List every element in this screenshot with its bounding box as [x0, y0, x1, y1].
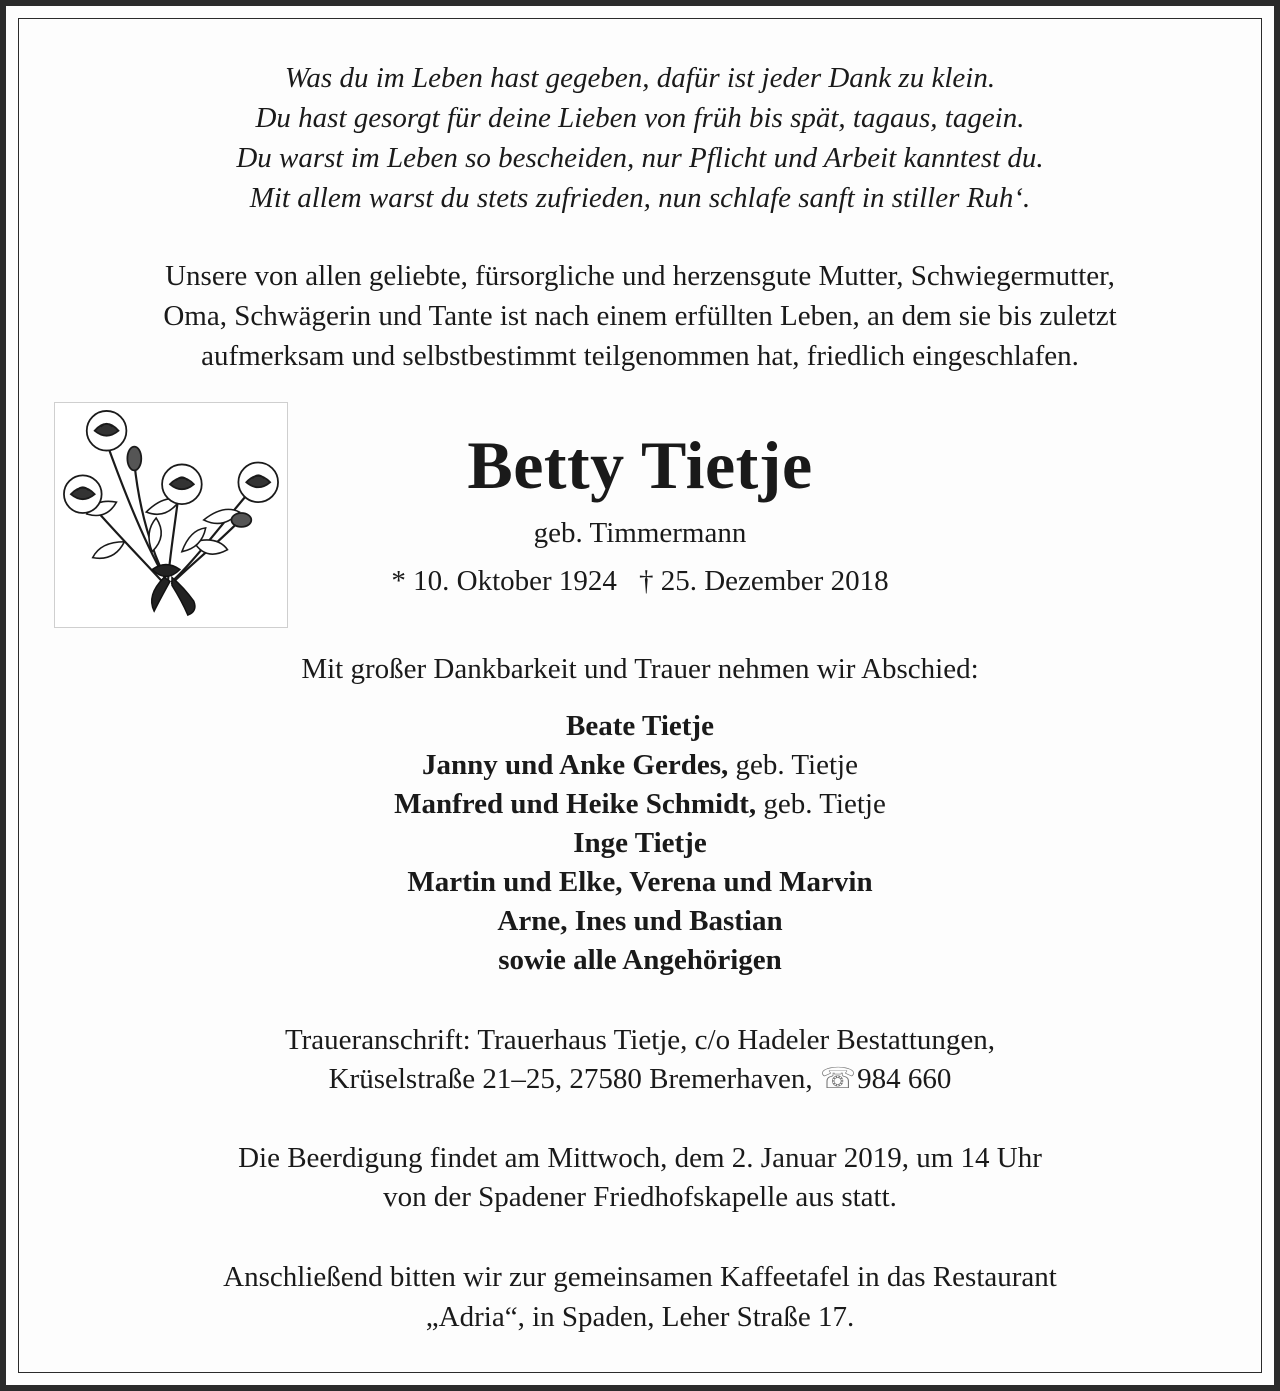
birth-date: * 10. Oktober 1924 [391, 565, 617, 597]
deceased-name: Betty Tietje [467, 427, 813, 503]
mourner-entry: Janny und Anke Gerdes, geb. Tietje [422, 749, 858, 781]
life-dates [0, 562, 1280, 600]
poem-line: Was du im Leben hast gegeben, dafür ist jeder Dank zu klein. [284, 62, 996, 94]
funeral-line: von der Spadener Friedhofskapelle aus statt. [383, 1181, 897, 1213]
mourner-entry: Manfred und Heike Schmidt, geb. Tietje [394, 788, 886, 820]
reception-line: Anschließend bitten wir zur gemeinsamen Kaffeetafel in das Restaurant [223, 1261, 1057, 1293]
mourner-entry: Inge Tietje [573, 827, 707, 859]
mourner-entry: Beate Tietje [566, 710, 714, 742]
address-line: Traueranschrift: Trauerhaus Tietje, c/o Hadeler Bestattungen, [284, 1024, 996, 1056]
funeral-notice [0, 1139, 1280, 1217]
poem-line: Du warst im Leben so bescheiden, nur Pflicht und Arbeit kanntest du. [236, 142, 1044, 174]
intro-paragraph [0, 256, 1280, 376]
reception-notice [0, 1257, 1280, 1337]
poem-line: Du hast gesorgt für deine Lieben von früh bis spät, tagaus, tagein. [255, 102, 1025, 134]
mourning-address [0, 1021, 1280, 1099]
intro-line: aufmerksam und selbstbestimmt teilgenommen hat, friedlich eingeschlafen. [201, 340, 1079, 372]
mourner-entry: Arne, Ines und Bastian [497, 905, 783, 937]
memorial-poem [0, 58, 1280, 218]
mourner-entry: sowie alle Angehörigen [498, 944, 782, 976]
intro-line: Unsere von allen geliebte, fürsorgliche und herzensgute Mutter, Schwiegermutter, [165, 260, 1115, 292]
birth-name: geb. Timmermann [533, 517, 747, 549]
farewell-line: Mit großer Dankbarkeit und Trauer nehmen wir Abschied: [301, 653, 979, 685]
intro-line: Oma, Schwägerin und Tante ist nach einem erfüllten Leben, an dem sie bis zuletzt [163, 300, 1117, 332]
phone-number: 984 660 [857, 1063, 952, 1095]
telephone-icon: ☏ [819, 1063, 857, 1095]
mourner-entry: Martin und Elke, Verena und Marvin [407, 866, 873, 898]
poem-line: Mit allem warst du stets zufrieden, nun schlafe sanft in stiller Ruh‘. [249, 182, 1031, 214]
address-line: Krüselstraße 21–25, 27580 Bremerhaven, ☏ 984 660 [0, 1060, 1280, 1099]
reception-line: „Adria“, in Spaden, Leher Straße 17. [425, 1301, 855, 1333]
mourners-list [0, 707, 1280, 980]
death-date: † 25. Dezember 2018 [638, 565, 889, 597]
funeral-line: Die Beerdigung findet am Mittwoch, dem 2. Januar 2019, um 14 Uhr [238, 1142, 1042, 1174]
